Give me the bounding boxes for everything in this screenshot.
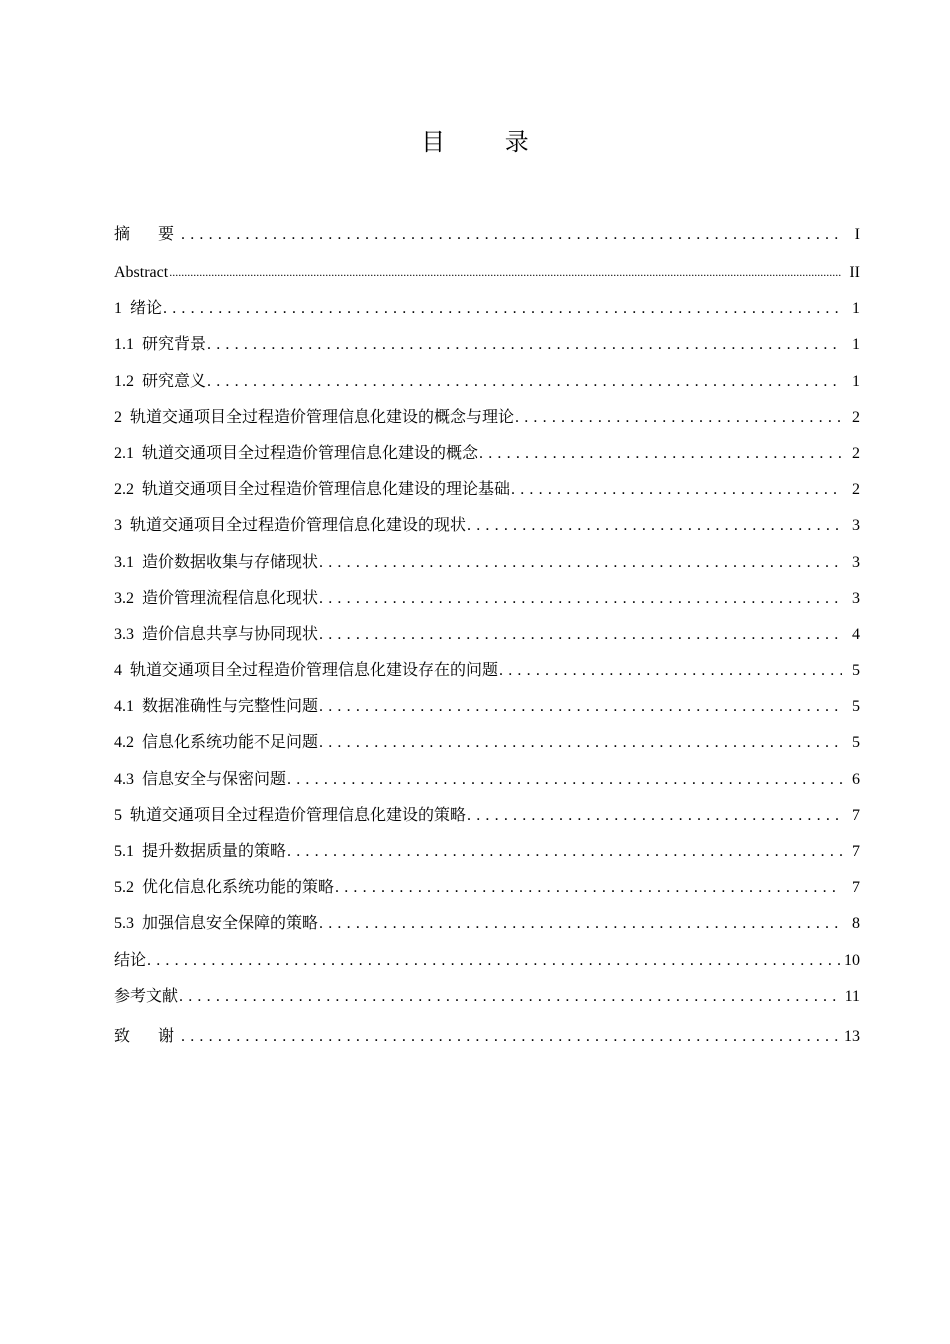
toc-entry-label xyxy=(114,408,514,428)
toc-entry-number: 5.1 xyxy=(114,843,134,860)
toc-entry-label xyxy=(114,914,318,934)
toc-entry-label: Abstract xyxy=(114,264,169,281)
toc-entry-page: 7 xyxy=(852,843,860,860)
toc-entry-text: 提升数据质量的策略 xyxy=(142,843,287,860)
toc-entry-page: 4 xyxy=(852,625,860,643)
toc-entry-text: 轨道交通项目全过程造价管理信息化建设的现状 xyxy=(130,517,467,535)
toc-entry-page: 1 xyxy=(852,336,860,354)
toc-entry-number: 5 xyxy=(114,806,122,824)
toc-entry-text: 研究意义 xyxy=(142,372,207,390)
toc-leader xyxy=(287,846,842,858)
toc-entry[interactable] xyxy=(114,717,860,753)
toc-entry-page: 1 xyxy=(852,300,860,318)
toc-entry-page: 7 xyxy=(852,806,860,824)
toc-entry-number: 3 xyxy=(114,517,122,535)
toc-entry-text: 绪论 xyxy=(130,300,163,318)
toc-entry-text: 轨道交通项目全过程造价管理信息化建设的策略 xyxy=(130,806,467,824)
toc-entry-number: 1.1 xyxy=(114,336,134,354)
toc-entry-number: 5.2 xyxy=(114,879,134,897)
toc-entry[interactable] xyxy=(114,283,860,319)
toc-entry[interactable] xyxy=(114,971,860,1007)
toc-leader xyxy=(319,629,842,641)
toc-entry-number: 1.2 xyxy=(114,372,134,390)
toc-entry[interactable] xyxy=(114,392,860,428)
toc-entry[interactable] xyxy=(114,645,860,681)
toc-leader xyxy=(207,339,842,351)
toc-entry-number: 2.2 xyxy=(114,481,134,499)
toc-entry[interactable] xyxy=(114,862,860,898)
toc-entry-label xyxy=(114,733,318,753)
toc-entry-page: 2 xyxy=(852,408,860,426)
toc-entry-page: 3 xyxy=(852,517,860,535)
toc-entry-label: 致 谢 xyxy=(114,1027,181,1045)
toc-entry[interactable] xyxy=(114,681,860,717)
toc-entry-number: 4.2 xyxy=(114,734,134,752)
toc-entry-page: 1 xyxy=(852,372,860,390)
toc-leader xyxy=(515,412,842,424)
toc-entry[interactable] xyxy=(114,790,860,826)
toc-entry-page: 5 xyxy=(852,662,860,680)
toc-entry-page: 8 xyxy=(852,915,860,933)
toc-leader xyxy=(181,229,842,241)
toc-entry-page: 11 xyxy=(844,987,860,1005)
toc-leader xyxy=(511,484,842,496)
toc-leader xyxy=(169,267,842,279)
toc-entry-page: 6 xyxy=(852,770,860,788)
toc-entry-number: 2 xyxy=(114,408,122,426)
toc-leader xyxy=(147,955,842,967)
toc-entry-label xyxy=(114,697,318,717)
toc-entry-label xyxy=(114,770,286,790)
toc-entry-text: 加强信息安全保障的策略 xyxy=(142,915,319,933)
toc-leader xyxy=(207,376,842,388)
toc-entry-text: 数据准确性与完整性问题 xyxy=(142,698,319,716)
toc-entry-label xyxy=(114,625,318,645)
toc-entry-page: 5 xyxy=(852,734,860,752)
toc-entry[interactable] xyxy=(114,934,860,970)
toc-entry-text: 轨道交通项目全过程造价管理信息化建设存在的问题 xyxy=(130,662,499,680)
toc-leader xyxy=(479,448,842,460)
toc-entry-text: 信息化系统功能不足问题 xyxy=(142,734,319,752)
toc-entry[interactable] xyxy=(114,464,860,500)
toc-entry-label xyxy=(114,444,478,464)
toc-entry-number: 1 xyxy=(114,300,122,318)
toc-entry[interactable] xyxy=(114,208,860,245)
toc-entry-label xyxy=(114,480,510,500)
toc-entry[interactable] xyxy=(114,609,860,645)
toc-entry-text: 造价管理流程信息化现状 xyxy=(142,589,319,607)
toc-entry-label xyxy=(114,806,466,826)
toc-entry-label xyxy=(114,516,466,536)
toc-entry-number: 3.1 xyxy=(114,553,134,571)
toc-entry[interactable] xyxy=(114,500,860,536)
toc-entry-text: 造价数据收集与存储现状 xyxy=(142,553,319,571)
toc-entry-page: I xyxy=(854,226,860,243)
toc-entry[interactable] xyxy=(114,573,860,609)
toc-leader xyxy=(319,737,842,749)
toc-entry-text: 信息安全与保密问题 xyxy=(142,770,287,788)
toc-entry-number: 4.1 xyxy=(114,698,134,716)
toc-entry[interactable] xyxy=(114,428,860,464)
toc-entry-number: 4.3 xyxy=(114,770,134,788)
toc-leader xyxy=(319,593,842,605)
toc-entry-text: 轨道交通项目全过程造价管理信息化建设的理论基础 xyxy=(142,481,511,499)
toc-entry[interactable] xyxy=(114,536,860,572)
toc-entry-label xyxy=(114,299,162,319)
toc-leader xyxy=(319,701,842,713)
toc-entry-number: 3.2 xyxy=(114,589,134,607)
toc-entry[interactable] xyxy=(114,355,860,391)
toc-entry-number: 4 xyxy=(114,662,122,680)
toc-entry-label: 参考文献 xyxy=(114,987,179,1005)
toc-leader xyxy=(467,810,842,822)
toc-entry-number: 5.3 xyxy=(114,915,134,933)
toc-entry-label xyxy=(114,335,206,355)
toc-entry-text: 轨道交通项目全过程造价管理信息化建设的概念 xyxy=(142,444,479,462)
toc-entry-page: 5 xyxy=(852,698,860,716)
toc-entry-label xyxy=(114,589,318,609)
toc-entry-label xyxy=(114,878,334,898)
toc-leader xyxy=(467,520,842,532)
toc-leader xyxy=(319,557,842,569)
toc-entry[interactable] xyxy=(114,753,860,789)
toc-list xyxy=(114,208,860,1047)
toc-entry-text: 研究背景 xyxy=(142,336,207,354)
toc-entry-text: 轨道交通项目全过程造价管理信息化建设的概念与理论 xyxy=(130,408,515,426)
toc-entry-label: 结论 xyxy=(114,951,147,969)
toc-entry-page: 3 xyxy=(852,589,860,607)
toc-entry[interactable] xyxy=(114,245,860,283)
toc-entry-label xyxy=(114,842,286,862)
toc-entry-label xyxy=(114,661,498,681)
toc-entry-page: 3 xyxy=(852,553,860,571)
toc-entry-number: 2.1 xyxy=(114,444,134,462)
toc-entry-label: 摘 要 xyxy=(114,226,181,243)
toc-entry-number: 3.3 xyxy=(114,625,134,643)
toc-leader xyxy=(181,1031,842,1043)
toc-entry-text: 造价信息共享与协同现状 xyxy=(142,625,319,643)
toc-entry[interactable] xyxy=(114,319,860,355)
toc-leader xyxy=(499,665,842,677)
toc-entry-text: 优化信息化系统功能的策略 xyxy=(142,879,335,897)
toc-leader xyxy=(163,303,842,315)
toc-entry-page: 2 xyxy=(852,481,860,499)
toc-entry-page: 13 xyxy=(844,1027,860,1045)
toc-entry[interactable] xyxy=(114,898,860,934)
toc-title: 目 录 xyxy=(421,128,555,156)
toc-entry-label xyxy=(114,553,318,573)
toc-entry-page: II xyxy=(849,264,860,281)
toc-entry-page: 2 xyxy=(852,444,860,462)
toc-leader xyxy=(319,918,842,930)
toc-leader xyxy=(179,991,842,1003)
toc-entry-page: 10 xyxy=(844,951,860,969)
toc-leader xyxy=(287,774,842,786)
toc-entry-label xyxy=(114,372,206,392)
toc-entry-page: 7 xyxy=(852,879,860,897)
toc-entry[interactable] xyxy=(114,1007,860,1047)
toc-entry[interactable] xyxy=(114,826,860,862)
toc-leader xyxy=(335,882,842,894)
